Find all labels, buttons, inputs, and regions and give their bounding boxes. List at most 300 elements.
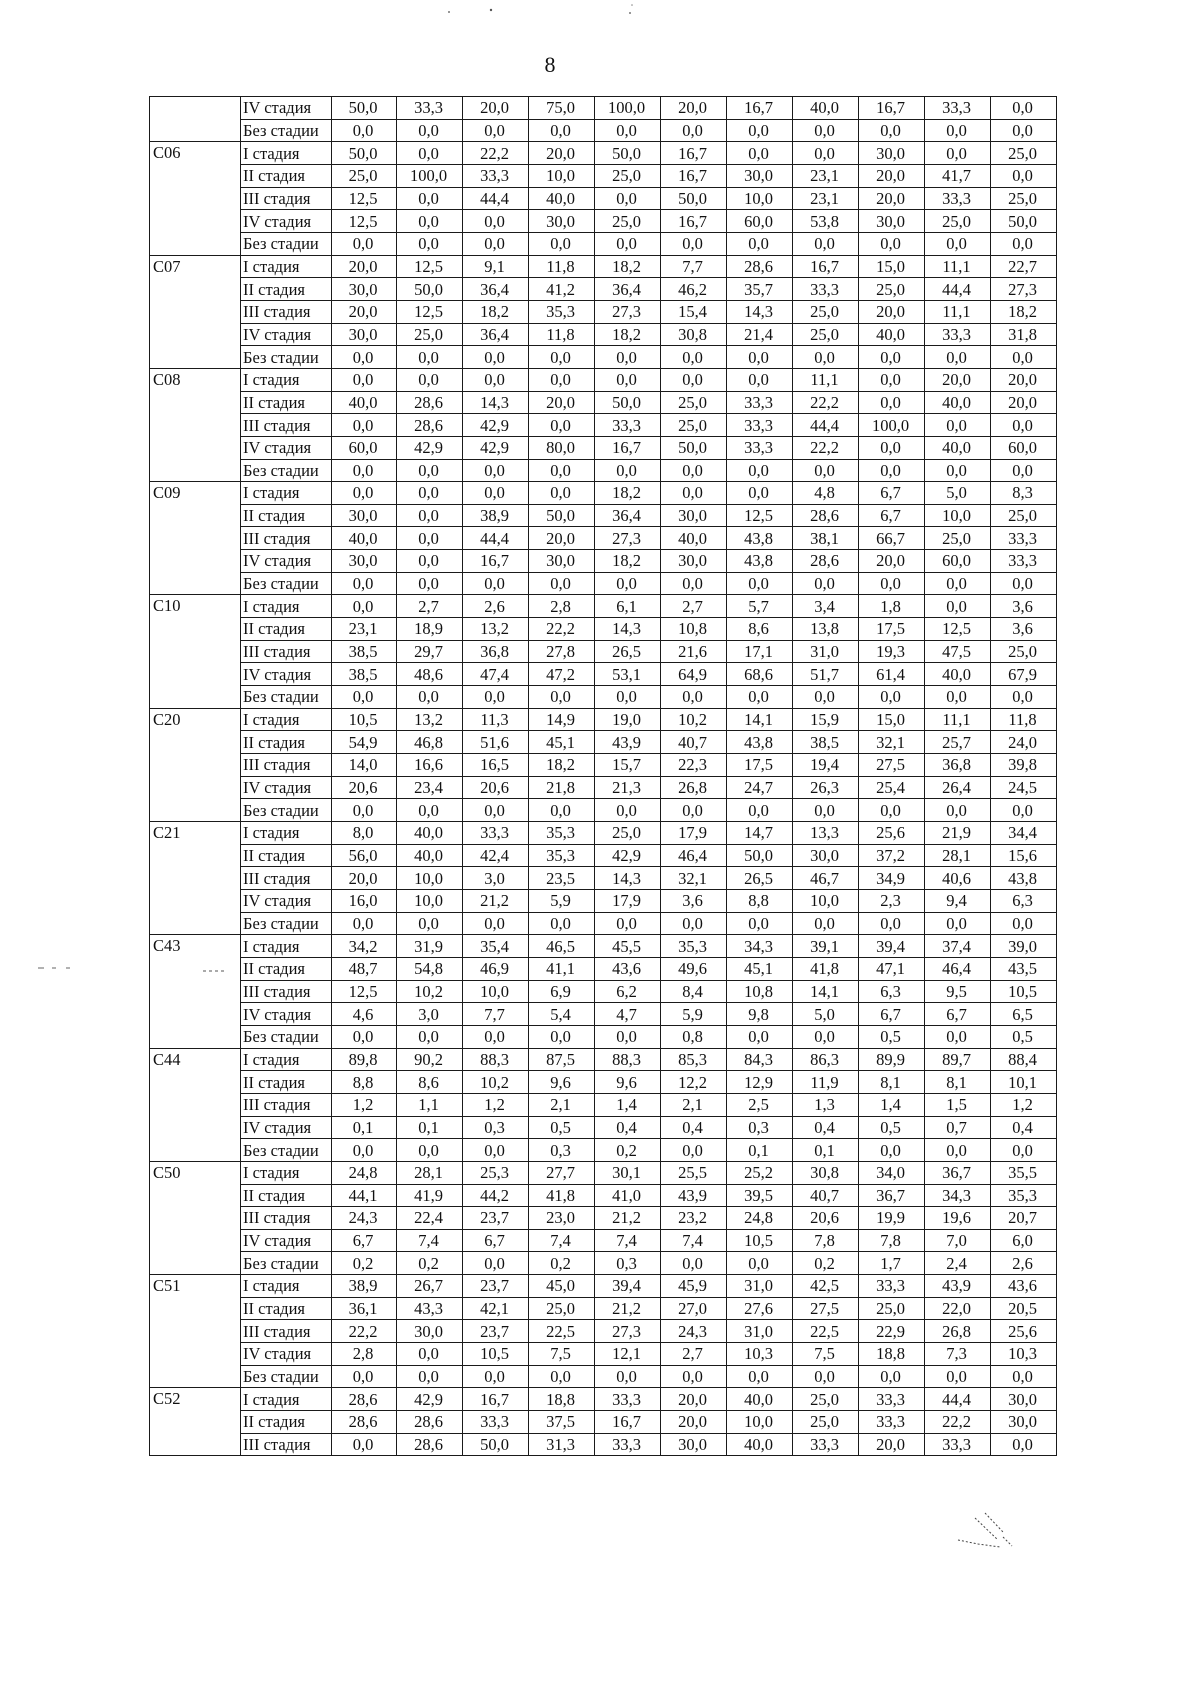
stage-label-cell: I стадия (241, 708, 332, 731)
value-cell: 1,3 (793, 1093, 859, 1116)
value-cell: 0,0 (332, 459, 397, 482)
value-cell: 2,5 (727, 1093, 793, 1116)
value-cell: 0,0 (925, 459, 991, 482)
stage-label-cell: IV стадия (241, 776, 332, 799)
value-cell: 20,0 (529, 391, 595, 414)
value-cell: 16,7 (661, 142, 727, 165)
value-cell: 25,0 (332, 164, 397, 187)
diagnosis-code-cell: C51 (150, 1275, 241, 1298)
value-cell: 39,1 (793, 935, 859, 958)
value-cell: 0,0 (529, 459, 595, 482)
value-cell: 9,8 (727, 1003, 793, 1026)
value-cell: 30,0 (793, 844, 859, 867)
value-cell: 35,5 (991, 1161, 1057, 1184)
value-cell: 61,4 (859, 663, 925, 686)
value-cell: 27,5 (793, 1297, 859, 1320)
value-cell: 0,0 (661, 1365, 727, 1388)
value-cell: 0,0 (463, 1025, 529, 1048)
value-cell: 0,0 (397, 210, 463, 233)
value-cell: 23,0 (529, 1207, 595, 1230)
value-cell: 64,9 (661, 663, 727, 686)
table-row (150, 980, 1057, 1003)
value-cell: 27,0 (661, 1297, 727, 1320)
table-row (150, 504, 1057, 527)
value-cell: 0,0 (595, 187, 661, 210)
value-cell: 0,3 (529, 1139, 595, 1162)
value-cell: 25,0 (925, 210, 991, 233)
table-row (150, 1229, 1057, 1252)
value-cell: 24,8 (727, 1207, 793, 1230)
value-cell: 1,7 (859, 1252, 925, 1275)
value-cell: 43,6 (991, 1275, 1057, 1298)
value-cell: 0,0 (332, 346, 397, 369)
value-cell: 44,4 (463, 187, 529, 210)
value-cell: 40,6 (925, 867, 991, 890)
value-cell: 60,0 (925, 550, 991, 573)
value-cell: 50,0 (727, 844, 793, 867)
value-cell: 5,0 (925, 482, 991, 505)
diagnosis-code-cell: C43 (150, 935, 241, 958)
value-cell: 50,0 (595, 391, 661, 414)
value-cell: 0,2 (793, 1252, 859, 1275)
value-cell: 51,7 (793, 663, 859, 686)
diagnosis-code-cell (150, 980, 241, 1003)
value-cell: 0,0 (727, 368, 793, 391)
table-row (150, 912, 1057, 935)
value-cell: 25,0 (397, 323, 463, 346)
value-cell: 30,1 (595, 1161, 661, 1184)
value-cell: 100,0 (595, 97, 661, 120)
diagnosis-code-cell (150, 754, 241, 777)
value-cell: 11,1 (925, 300, 991, 323)
value-cell: 0,0 (925, 1365, 991, 1388)
value-cell: 37,2 (859, 844, 925, 867)
value-cell: 22,5 (793, 1320, 859, 1343)
value-cell: 0,0 (595, 346, 661, 369)
stage-label-cell: II стадия (241, 1184, 332, 1207)
value-cell: 0,1 (793, 1139, 859, 1162)
value-cell: 25,0 (925, 527, 991, 550)
value-cell: 18,2 (991, 300, 1057, 323)
value-cell: 38,5 (332, 663, 397, 686)
stage-label-cell: IV стадия (241, 1003, 332, 1026)
value-cell: 0,0 (925, 346, 991, 369)
value-cell: 41,9 (397, 1184, 463, 1207)
diagnosis-code-cell (150, 210, 241, 233)
value-cell: 30,0 (397, 1320, 463, 1343)
diagnosis-code-cell: C07 (150, 255, 241, 278)
value-cell: 46,9 (463, 957, 529, 980)
value-cell: 0,0 (661, 346, 727, 369)
value-cell: 28,6 (727, 255, 793, 278)
value-cell: 30,0 (332, 323, 397, 346)
diagnosis-code-cell (150, 232, 241, 255)
table-row (150, 1139, 1057, 1162)
value-cell: 24,3 (332, 1207, 397, 1230)
value-cell: 46,2 (661, 278, 727, 301)
stage-label-cell: IV стадия (241, 1343, 332, 1366)
value-cell: 0,0 (595, 686, 661, 709)
value-cell: 0,0 (859, 436, 925, 459)
value-cell: 25,0 (991, 504, 1057, 527)
diagnosis-code-cell (150, 1025, 241, 1048)
value-cell: 0,0 (793, 142, 859, 165)
value-cell: 7,8 (793, 1229, 859, 1252)
table-row (150, 187, 1057, 210)
value-cell: 12,1 (595, 1343, 661, 1366)
value-cell: 0,0 (661, 119, 727, 142)
value-cell: 50,0 (332, 142, 397, 165)
table-row (150, 527, 1057, 550)
value-cell: 41,2 (529, 278, 595, 301)
value-cell: 30,0 (529, 210, 595, 233)
diagnosis-code-cell (150, 391, 241, 414)
value-cell: 0,0 (529, 482, 595, 505)
value-cell: 1,2 (332, 1093, 397, 1116)
value-cell: 5,4 (529, 1003, 595, 1026)
stage-label-cell: Без стадии (241, 1139, 332, 1162)
value-cell: 25,0 (595, 210, 661, 233)
value-cell: 4,7 (595, 1003, 661, 1026)
diagnosis-code-cell (150, 1116, 241, 1139)
stage-label-cell: II стадия (241, 1411, 332, 1434)
value-cell: 51,6 (463, 731, 529, 754)
value-cell: 20,0 (661, 97, 727, 120)
table-row (150, 1433, 1057, 1456)
value-cell: 20,0 (463, 97, 529, 120)
value-cell: 0,0 (991, 414, 1057, 437)
value-cell: 22,4 (397, 1207, 463, 1230)
value-cell: 21,6 (661, 640, 727, 663)
diagnosis-code-cell: C44 (150, 1048, 241, 1071)
value-cell: 0,4 (991, 1116, 1057, 1139)
value-cell: 45,1 (529, 731, 595, 754)
value-cell: 0,0 (859, 1365, 925, 1388)
value-cell: 0,0 (925, 142, 991, 165)
value-cell: 18,9 (397, 618, 463, 641)
value-cell: 43,8 (727, 550, 793, 573)
value-cell: 88,3 (463, 1048, 529, 1071)
value-cell: 0,0 (463, 346, 529, 369)
diagnosis-code-cell: C09 (150, 482, 241, 505)
value-cell: 1,4 (859, 1093, 925, 1116)
value-cell: 32,1 (661, 867, 727, 890)
diagnosis-code-cell (150, 97, 241, 120)
value-cell: 16,7 (463, 550, 529, 573)
value-cell: 0,0 (661, 1139, 727, 1162)
diagnosis-code-cell (150, 323, 241, 346)
stage-label-cell: IV стадия (241, 663, 332, 686)
value-cell: 0,0 (595, 368, 661, 391)
value-cell: 16,7 (595, 1411, 661, 1434)
value-cell: 13,3 (793, 822, 859, 845)
value-cell: 0,0 (595, 912, 661, 935)
value-cell: 28,6 (332, 1411, 397, 1434)
diagnosis-code-cell (150, 1433, 241, 1456)
value-cell: 30,0 (991, 1388, 1057, 1411)
diagnosis-code-cell (150, 1297, 241, 1320)
value-cell: 36,7 (925, 1161, 991, 1184)
value-cell: 0,0 (529, 414, 595, 437)
value-cell: 33,3 (925, 97, 991, 120)
table-row (150, 142, 1057, 165)
value-cell: 43,9 (925, 1275, 991, 1298)
value-cell: 18,2 (595, 323, 661, 346)
value-cell: 0,0 (661, 572, 727, 595)
value-cell: 35,3 (529, 844, 595, 867)
value-cell: 0,0 (859, 799, 925, 822)
value-cell: 50,0 (661, 187, 727, 210)
diagnosis-code-cell (150, 414, 241, 437)
value-cell: 11,3 (463, 708, 529, 731)
diagnosis-code-cell (150, 1252, 241, 1275)
value-cell: 43,3 (397, 1297, 463, 1320)
stage-label-cell: I стадия (241, 1388, 332, 1411)
value-cell: 33,3 (595, 1388, 661, 1411)
value-cell: 33,3 (463, 1411, 529, 1434)
value-cell: 36,7 (859, 1184, 925, 1207)
stage-label-cell: III стадия (241, 300, 332, 323)
value-cell: 4,6 (332, 1003, 397, 1026)
value-cell: 3,6 (991, 595, 1057, 618)
value-cell: 0,0 (463, 799, 529, 822)
value-cell: 41,0 (595, 1184, 661, 1207)
table-row (150, 368, 1057, 391)
value-cell: 28,6 (397, 1411, 463, 1434)
value-cell: 0,0 (661, 232, 727, 255)
value-cell: 33,3 (925, 323, 991, 346)
value-cell: 30,0 (332, 278, 397, 301)
table-row (150, 164, 1057, 187)
value-cell: 20,0 (991, 391, 1057, 414)
value-cell: 0,0 (991, 1139, 1057, 1162)
stage-label-cell: III стадия (241, 527, 332, 550)
value-cell: 8,3 (991, 482, 1057, 505)
diagnosis-code-cell (150, 1229, 241, 1252)
stage-label-cell: IV стадия (241, 550, 332, 573)
value-cell: 20,0 (859, 300, 925, 323)
value-cell: 0,0 (463, 1365, 529, 1388)
value-cell: 25,6 (859, 822, 925, 845)
table-row (150, 1116, 1057, 1139)
value-cell: 0,0 (991, 97, 1057, 120)
value-cell: 0,8 (661, 1025, 727, 1048)
table-row (150, 1184, 1057, 1207)
value-cell: 0,0 (463, 1252, 529, 1275)
value-cell: 0,0 (529, 119, 595, 142)
value-cell: 3,0 (397, 1003, 463, 1026)
value-cell: 14,9 (529, 708, 595, 731)
value-cell: 15,0 (859, 708, 925, 731)
value-cell: 19,6 (925, 1207, 991, 1230)
table-row (150, 323, 1057, 346)
diagnosis-code-cell (150, 1365, 241, 1388)
value-cell: 39,4 (859, 935, 925, 958)
value-cell: 0,0 (463, 482, 529, 505)
value-cell: 13,8 (793, 618, 859, 641)
value-cell: 20,6 (332, 776, 397, 799)
value-cell: 0,0 (397, 482, 463, 505)
value-cell: 87,5 (529, 1048, 595, 1071)
value-cell: 0,1 (727, 1139, 793, 1162)
value-cell: 0,0 (859, 232, 925, 255)
value-cell: 0,0 (727, 346, 793, 369)
table-row (150, 1207, 1057, 1230)
value-cell: 0,3 (595, 1252, 661, 1275)
value-cell: 0,0 (332, 1433, 397, 1456)
value-cell: 11,9 (793, 1071, 859, 1094)
value-cell: 25,4 (859, 776, 925, 799)
table-row (150, 1093, 1057, 1116)
table-row (150, 1003, 1057, 1026)
diagnosis-code-cell (150, 346, 241, 369)
stage-label-cell: III стадия (241, 1320, 332, 1343)
table-row (150, 1071, 1057, 1094)
value-cell: 60,0 (727, 210, 793, 233)
value-cell: 22,9 (859, 1320, 925, 1343)
diagnosis-code-cell: C21 (150, 822, 241, 845)
value-cell: 7,5 (793, 1343, 859, 1366)
value-cell: 7,7 (463, 1003, 529, 1026)
value-cell: 50,0 (463, 1433, 529, 1456)
value-cell: 9,1 (463, 255, 529, 278)
value-cell: 7,4 (529, 1229, 595, 1252)
diagnosis-code-cell (150, 1411, 241, 1434)
value-cell: 0,0 (397, 912, 463, 935)
table-body (150, 97, 1057, 1456)
value-cell: 45,1 (727, 957, 793, 980)
value-cell: 26,8 (925, 1320, 991, 1343)
stage-label-cell: IV стадия (241, 323, 332, 346)
value-cell: 0,3 (463, 1116, 529, 1139)
value-cell: 2,1 (529, 1093, 595, 1116)
diagnosis-code-cell (150, 572, 241, 595)
value-cell: 43,6 (595, 957, 661, 980)
diagnosis-code-cell (150, 278, 241, 301)
value-cell: 0,0 (397, 799, 463, 822)
value-cell: 0,0 (793, 572, 859, 595)
value-cell: 0,0 (925, 912, 991, 935)
value-cell: 0,0 (463, 210, 529, 233)
value-cell: 43,9 (595, 731, 661, 754)
value-cell: 0,0 (397, 187, 463, 210)
value-cell: 40,0 (727, 1388, 793, 1411)
value-cell: 22,2 (793, 436, 859, 459)
value-cell: 7,5 (529, 1343, 595, 1366)
value-cell: 21,2 (595, 1297, 661, 1320)
value-cell: 4,8 (793, 482, 859, 505)
value-cell: 8,1 (859, 1071, 925, 1094)
value-cell: 20,0 (859, 550, 925, 573)
diagnosis-code-cell (150, 459, 241, 482)
value-cell: 0,0 (463, 912, 529, 935)
value-cell: 10,5 (332, 708, 397, 731)
stage-label-cell: III стадия (241, 414, 332, 437)
value-cell: 36,4 (463, 278, 529, 301)
value-cell: 15,7 (595, 754, 661, 777)
value-cell: 31,0 (793, 640, 859, 663)
stage-label-cell: II стадия (241, 844, 332, 867)
value-cell: 0,0 (661, 459, 727, 482)
stage-label-cell: II стадия (241, 731, 332, 754)
diagnosis-code-cell (150, 504, 241, 527)
diagnosis-code-cell (150, 300, 241, 323)
value-cell: 15,6 (991, 844, 1057, 867)
value-cell: 25,0 (793, 300, 859, 323)
value-cell: 9,4 (925, 889, 991, 912)
value-cell: 18,8 (859, 1343, 925, 1366)
value-cell: 0,0 (397, 459, 463, 482)
value-cell: 2,7 (661, 1343, 727, 1366)
value-cell: 25,0 (793, 1388, 859, 1411)
value-cell: 16,7 (859, 97, 925, 120)
value-cell: 1,2 (463, 1093, 529, 1116)
table-row (150, 1365, 1057, 1388)
value-cell: 20,6 (463, 776, 529, 799)
table-row (150, 1297, 1057, 1320)
stage-label-cell: I стадия (241, 1275, 332, 1298)
value-cell: 10,1 (991, 1071, 1057, 1094)
value-cell: 40,0 (397, 822, 463, 845)
stage-label-cell: Без стадии (241, 1365, 332, 1388)
value-cell: 38,9 (463, 504, 529, 527)
value-cell: 0,0 (595, 232, 661, 255)
value-cell: 0,0 (859, 119, 925, 142)
value-cell: 0,0 (529, 1365, 595, 1388)
value-cell: 6,0 (991, 1229, 1057, 1252)
value-cell: 17,9 (595, 889, 661, 912)
value-cell: 25,0 (991, 640, 1057, 663)
value-cell: 0,0 (529, 1025, 595, 1048)
value-cell: 30,0 (529, 550, 595, 573)
value-cell: 20,0 (859, 187, 925, 210)
value-cell: 50,0 (595, 142, 661, 165)
value-cell: 19,9 (859, 1207, 925, 1230)
diagnosis-code-cell (150, 119, 241, 142)
value-cell: 0,0 (727, 1365, 793, 1388)
value-cell: 54,9 (332, 731, 397, 754)
value-cell: 0,1 (397, 1116, 463, 1139)
stage-label-cell: III стадия (241, 1207, 332, 1230)
value-cell: 0,0 (793, 686, 859, 709)
value-cell: 0,0 (991, 912, 1057, 935)
value-cell: 0,0 (529, 799, 595, 822)
value-cell: 33,3 (991, 550, 1057, 573)
value-cell: 27,5 (859, 754, 925, 777)
stage-label-cell: III стадия (241, 980, 332, 1003)
value-cell: 25,0 (793, 323, 859, 346)
value-cell: 0,0 (332, 232, 397, 255)
value-cell: 12,5 (397, 300, 463, 323)
value-cell: 30,0 (859, 210, 925, 233)
value-cell: 42,1 (463, 1297, 529, 1320)
value-cell: 36,4 (595, 278, 661, 301)
value-cell: 20,0 (332, 255, 397, 278)
value-cell: 0,0 (332, 799, 397, 822)
table-row (150, 731, 1057, 754)
table-row (150, 844, 1057, 867)
table-row (150, 459, 1057, 482)
value-cell: 21,8 (529, 776, 595, 799)
value-cell: 25,0 (859, 278, 925, 301)
value-cell: 6,7 (859, 482, 925, 505)
value-cell: 0,0 (397, 572, 463, 595)
value-cell: 31,0 (727, 1320, 793, 1343)
value-cell: 0,2 (397, 1252, 463, 1275)
value-cell: 44,1 (332, 1184, 397, 1207)
value-cell: 3,6 (661, 889, 727, 912)
value-cell: 30,0 (661, 1433, 727, 1456)
